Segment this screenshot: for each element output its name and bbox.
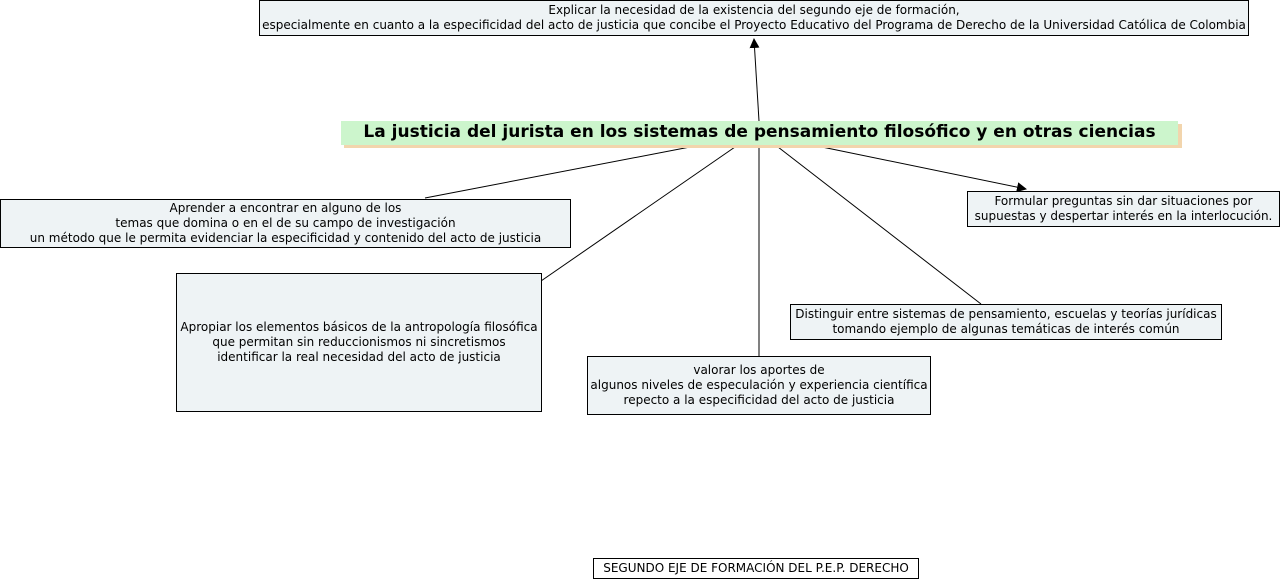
connector-to-formular <box>822 147 1026 189</box>
node-formular[interactable]: Formular preguntas sin dar situaciones por supuestas y despertar interés en la interlocución. <box>967 191 1280 227</box>
node-valorar[interactable]: valorar los aportes de algunos niveles de especulación y experiencia científica repecto a la especificidad del acto de justicia <box>587 356 931 415</box>
main-topic[interactable]: La justicia del jurista en los sistemas de pensamiento filosófico y en otras ciencias <box>363 122 1156 142</box>
node-explicar[interactable]: Explicar la necesidad de la existencia del segundo eje de formación, especialmente en cuanto a la especificidad del acto de justicia que concibe el Proyecto Educativo del Programa de Derecho de la Universidad Católica de Colombia <box>259 0 1249 36</box>
footer-label: SEGUNDO EJE DE FORMACIÓN DEL P.E.P. DERECHO <box>593 558 919 579</box>
connector-to-explicar <box>754 39 759 121</box>
node-apropiar[interactable]: Apropiar los elementos básicos de la antropología filosófica que permitan sin reduccionismos ni sincretismos identificar la real necesidad del acto de justicia <box>176 273 542 412</box>
node-distinguir[interactable]: Distinguir entre sistemas de pensamiento, escuelas y teorías jurídicas tomando ejemplo de algunas temáticas de interés común <box>790 304 1222 340</box>
connector-to-aprender <box>425 147 690 198</box>
connector-to-distinguir <box>778 147 981 304</box>
node-aprender[interactable]: Aprender a encontrar en alguno de los temas que domina o en el de su campo de investigación un método que le permita evidenciar la especificidad y contenido del acto de justicia <box>0 199 571 248</box>
